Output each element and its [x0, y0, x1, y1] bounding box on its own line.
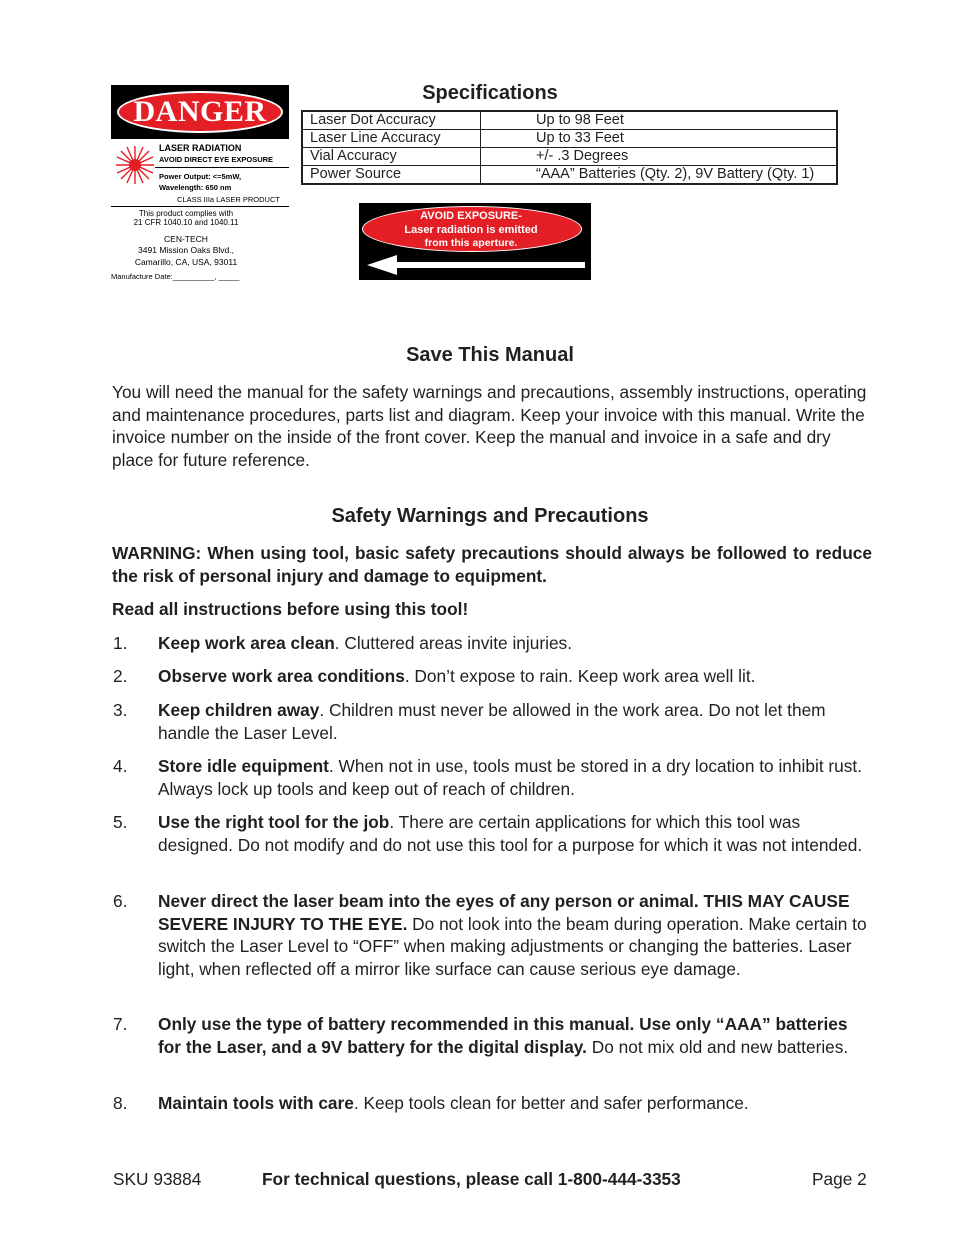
laser-starburst-icon [115, 145, 155, 185]
save-manual-body: You will need the manual for the safety warnings and precautions, assembly instructions, operating and maintenance procedures, parts list and diagram. Keep your invoice with this manual. Write the invoice number on the inside of the front cover. Keep the manual and invoice in a safe and dry place for future reference. [112, 382, 867, 470]
list-number: 7. [113, 1014, 128, 1034]
safety-title: Safety Warnings and Precautions [331, 505, 649, 527]
avoid-exposure-text: AVOID DIRECT EYE EXPOSURE [159, 155, 274, 164]
list-item: Observe work area conditions. Don’t expose to rain. Keep work area well lit. [158, 666, 756, 686]
list-item: Only use the type of battery recommended in this manual. Use only “AAA” batteries for the Laser, and a 9V battery for the digital display. Do not mix old and new batteries. [158, 1014, 849, 1057]
arrow-left-icon [365, 254, 587, 276]
list-number: 4. [113, 756, 128, 776]
spec-value: Up to 33 Feet [481, 130, 838, 148]
manufacture-date: Manufacture Date:__________, _____ [111, 272, 240, 281]
list-number: 3. [113, 700, 128, 720]
aperture-text-3: from this aperture. [424, 237, 518, 249]
list-number: 8. [113, 1093, 128, 1113]
safety-warning: WARNING: When using tool, basic safety precautions should always be followed to reduce the risk of personal injury and damage to equipment. [112, 543, 872, 586]
spec-value: “AAA” Batteries (Qty. 2), 9V Battery (Qty. 1) [481, 166, 838, 185]
footer-sku: SKU 93884 [113, 1169, 202, 1189]
list-item: Keep children away. Children must never be allowed in the work area. Do not let them handle the Laser Level. [158, 700, 826, 743]
complies-text-2: 21 CFR 1040.10 and 1040.11 [133, 218, 239, 227]
list-number: 5. [113, 812, 128, 832]
spec-value: Up to 98 Feet [481, 111, 838, 130]
danger-header [111, 85, 289, 139]
aperture-label [359, 203, 591, 280]
complies-text-1: This product complies with [138, 209, 234, 218]
wavelength-text: Wavelength: 650 nm [159, 183, 232, 192]
danger-label [111, 85, 289, 285]
danger-title: DANGER [117, 91, 283, 133]
list-item: Maintain tools with care. Keep tools clean for better and safer performance. [158, 1093, 749, 1113]
footer-phone: For technical questions, please call 1-800-444-3353 [262, 1169, 681, 1189]
company-name: CEN-TECH [164, 234, 208, 244]
list-item: Keep work area clean. Cluttered areas invite injuries. [158, 633, 572, 653]
table-row [302, 148, 837, 166]
read-all-instructions: Read all instructions before using this tool! [112, 599, 469, 619]
list-item: Never direct the laser beam into the eyes of any person or animal. THIS MAY CAUSE SEVERE INJURY TO THE EYE. Do not look into the beam during operation. Make certain to switch the Laser Level to “OFF” when making adjustments or changing the batteries. Laser light, when reflected off a mirror like surface can cause serious eye damage. [158, 891, 867, 979]
class-text: CLASS IIIa LASER PRODUCT [177, 195, 280, 204]
specifications-table [301, 110, 838, 185]
spec-label: Laser Dot Accuracy [302, 111, 481, 130]
spec-label: Laser Line Accuracy [302, 130, 481, 148]
list-item: Use the right tool for the job. There are certain applications for which this tool was designed. Do not modify and do not use this tool for a purpose for which it was not intended. [158, 812, 863, 855]
spec-label: Power Source [302, 166, 481, 185]
address-line-1: 3491 Mission Oaks Blvd., [138, 245, 234, 255]
power-output-text: Power Output: <=5mW, [159, 172, 242, 181]
address-line-2: Camarillo, CA, USA, 93011 [134, 257, 238, 267]
list-number: 2. [113, 666, 128, 686]
list-number: 6. [113, 891, 128, 911]
laser-radiation-text: LASER RADIATION [159, 143, 242, 153]
list-number: 1. [113, 633, 128, 653]
table-row [302, 166, 837, 185]
spec-value: +/- .3 Degrees [481, 148, 838, 166]
specifications-title: Specifications [422, 82, 558, 104]
footer-page-number: Page 2 [812, 1169, 867, 1189]
aperture-text-1: AVOID EXPOSURE- [420, 210, 522, 222]
list-item: Store idle equipment. When not in use, tools must be stored in a dry location to inhibit rust. Always lock up tools and keep out of reach of children. [158, 756, 863, 799]
spec-label: Vial Accuracy [302, 148, 481, 166]
save-manual-title: Save This Manual [406, 344, 574, 366]
aperture-text-2: Laser radiation is emitted [404, 224, 538, 236]
table-row [302, 111, 837, 130]
table-row [302, 130, 837, 148]
